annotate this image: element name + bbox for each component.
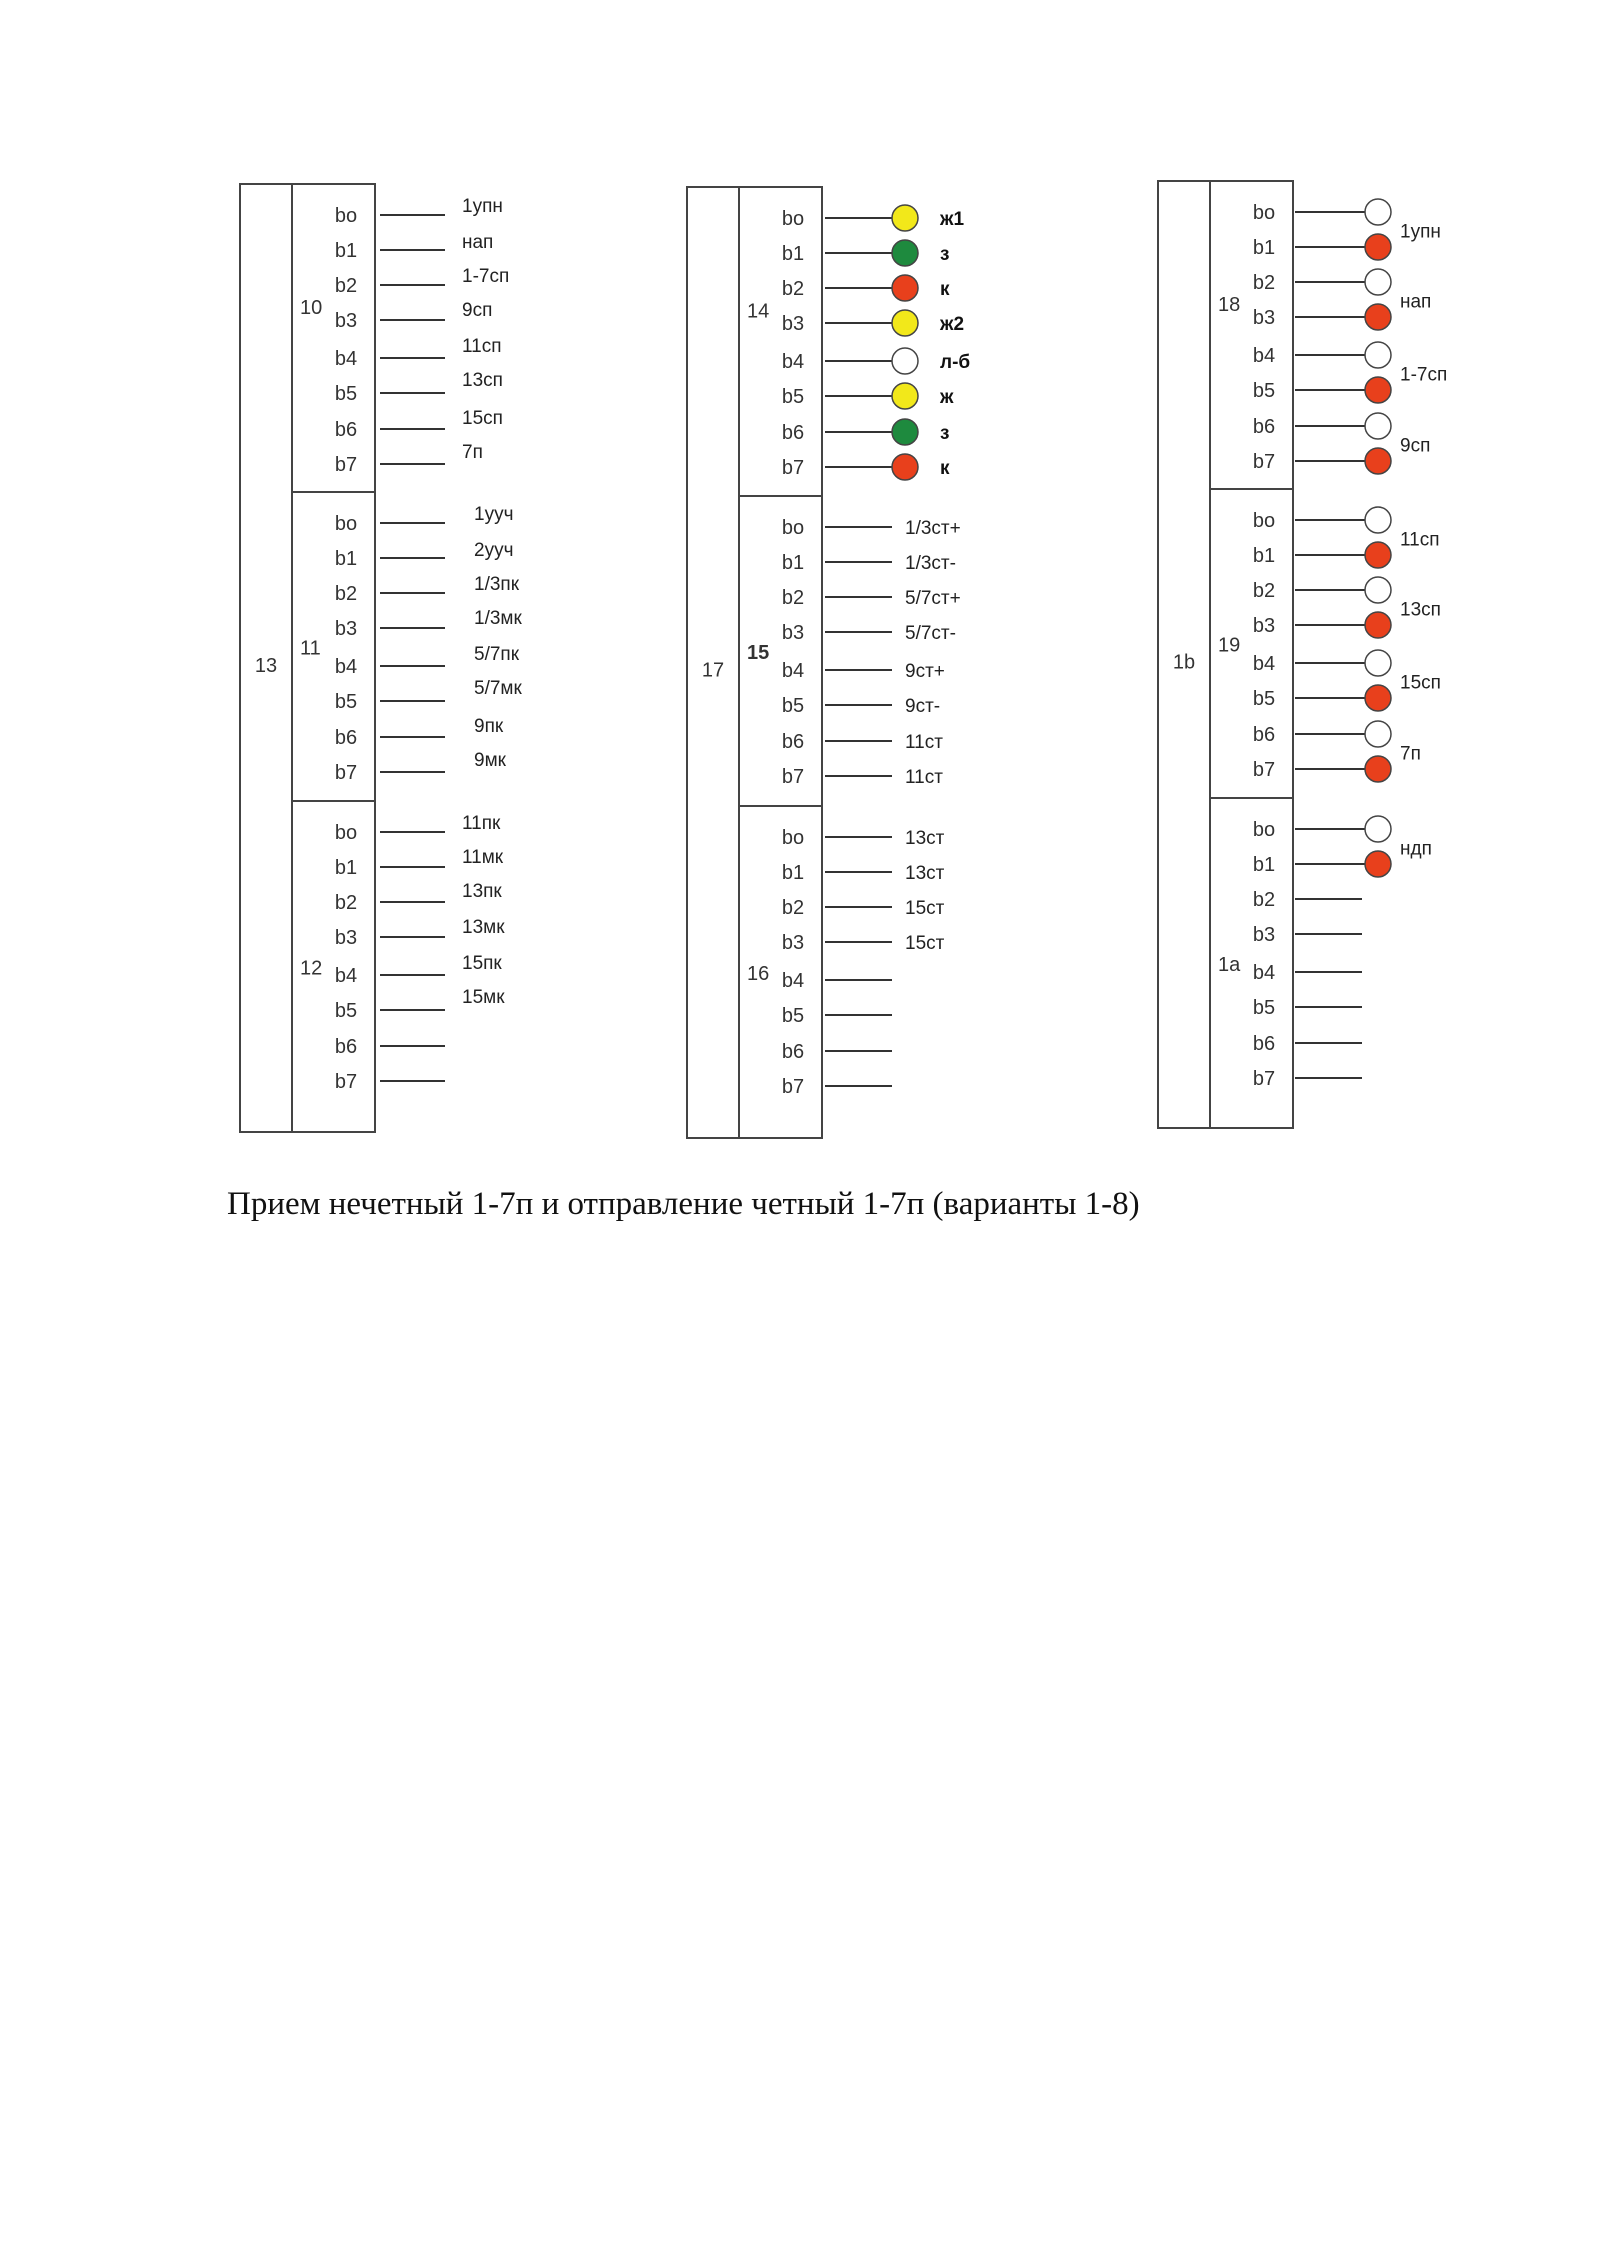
signal-label: 1/3ст- xyxy=(905,553,956,574)
signal-label: 15сп xyxy=(1400,672,1441,694)
relay-column-3 xyxy=(1158,181,1447,1128)
bit-label: bo xyxy=(1252,202,1276,224)
bit-label: b5 xyxy=(1252,380,1276,402)
figure-caption: Прием нечетный 1-7п и отправление четный 1-7п (варианты 1-8) xyxy=(227,1186,1140,1222)
signal-label: 11пк xyxy=(462,813,501,834)
bit-label: b5 xyxy=(781,386,805,408)
bit-label: b4 xyxy=(781,970,805,992)
bit-label: b1 xyxy=(334,857,358,879)
indicator-lamp-off xyxy=(1365,269,1391,295)
bit-label: b3 xyxy=(781,313,805,335)
block-label: 18 xyxy=(1218,294,1241,316)
signal-label: 1ууч xyxy=(474,504,514,525)
bit-label: b4 xyxy=(781,351,805,373)
block-16 xyxy=(747,827,945,1098)
bit-label: b4 xyxy=(1252,962,1276,984)
indicator-lamp-red xyxy=(1365,756,1391,782)
indicator-lamp-off xyxy=(1365,650,1391,676)
bit-label: bo xyxy=(781,208,805,230)
indicator-lamp-green xyxy=(892,240,918,266)
bit-label: b3 xyxy=(781,622,805,644)
signal-label: 15ст xyxy=(905,898,945,919)
bit-label: bo xyxy=(781,827,805,849)
signal-label: 15ст xyxy=(905,933,945,954)
signal-label: 13мк xyxy=(462,917,505,938)
signal-label: ж xyxy=(940,387,954,408)
block-label: 1a xyxy=(1218,954,1241,976)
signal-label: нап xyxy=(1400,291,1432,313)
signal-label: з xyxy=(940,423,950,444)
indicator-lamp-off xyxy=(1365,342,1391,368)
signal-label: 9мк xyxy=(474,750,506,771)
signal-label: 13ст xyxy=(905,863,945,884)
bit-label: b3 xyxy=(334,310,358,332)
signal-label: 9ст- xyxy=(905,696,941,717)
bit-label: b7 xyxy=(781,457,805,479)
bit-label: b4 xyxy=(334,656,358,678)
bit-label: b4 xyxy=(1252,653,1276,675)
signal-label: 11сп xyxy=(1400,529,1440,551)
bit-label: b3 xyxy=(1252,615,1276,637)
outer-label: 13 xyxy=(254,655,278,677)
bit-label: b1 xyxy=(781,862,805,884)
relay-column-2 xyxy=(687,187,970,1138)
signal-label: 9ст+ xyxy=(905,661,945,682)
bit-label: b7 xyxy=(334,454,358,476)
signal-label: 9пк xyxy=(474,716,504,737)
indicator-lamp-red xyxy=(1365,448,1391,474)
block-14 xyxy=(747,205,970,480)
block-15 xyxy=(747,517,961,788)
bit-label: b7 xyxy=(1252,759,1276,781)
bit-label: b7 xyxy=(1252,1068,1276,1090)
bit-label: b1 xyxy=(781,243,805,265)
bit-label: bo xyxy=(781,517,805,539)
indicator-lamp-off xyxy=(1365,577,1391,603)
signal-label: ж1 xyxy=(940,209,965,230)
relay-column-1 xyxy=(240,184,522,1132)
indicator-lamp-green xyxy=(892,419,918,445)
bit-label: b3 xyxy=(781,932,805,954)
signal-label: 15пк xyxy=(462,953,502,974)
bit-label: b6 xyxy=(781,422,805,444)
bit-label: b1 xyxy=(1252,545,1276,567)
bit-label: b6 xyxy=(1252,416,1276,438)
signal-label: 11ст xyxy=(905,732,943,753)
indicator-lamp-off xyxy=(1365,721,1391,747)
bit-label: b4 xyxy=(1252,345,1276,367)
indicator-lamp-off xyxy=(892,348,918,374)
bit-label: b6 xyxy=(334,419,358,441)
bit-label: b2 xyxy=(1252,889,1276,911)
bit-label: b1 xyxy=(781,552,805,574)
bit-label: b2 xyxy=(781,587,805,609)
bit-label: b7 xyxy=(781,766,805,788)
indicator-lamp-red xyxy=(1365,685,1391,711)
signal-label: 1упн xyxy=(462,196,503,217)
signal-label: 1/3пк xyxy=(474,574,520,595)
indicator-lamp-red xyxy=(1365,542,1391,568)
bit-label: b5 xyxy=(334,383,358,405)
signal-label: 1-7сп xyxy=(1400,364,1448,386)
signal-label: 9сп xyxy=(1400,435,1431,457)
signal-label: 13сп xyxy=(462,370,503,391)
block-12 xyxy=(300,813,505,1093)
bit-label: b6 xyxy=(1252,724,1276,746)
bit-label: bo xyxy=(334,205,358,227)
bit-label: b3 xyxy=(1252,924,1276,946)
bit-label: b1 xyxy=(1252,854,1276,876)
bit-label: b1 xyxy=(334,240,358,262)
signal-label: 11мк xyxy=(462,847,504,868)
block-19 xyxy=(1218,507,1441,782)
bit-label: b5 xyxy=(1252,997,1276,1019)
bit-label: b1 xyxy=(334,548,358,570)
bit-label: b7 xyxy=(334,762,358,784)
signal-label: 5/7ст+ xyxy=(905,588,961,609)
bit-label: b6 xyxy=(781,731,805,753)
signal-label: 13сп xyxy=(1400,599,1441,621)
bit-label: b5 xyxy=(1252,688,1276,710)
indicator-lamp-red xyxy=(1365,304,1391,330)
outer-label: 1b xyxy=(1172,651,1196,674)
indicator-lamp-off xyxy=(1365,413,1391,439)
bit-label: b2 xyxy=(1252,580,1276,602)
block-label: 10 xyxy=(300,297,323,319)
signal-label: к xyxy=(940,279,950,300)
bit-label: b2 xyxy=(334,275,358,297)
bit-label: b4 xyxy=(334,348,358,370)
indicator-lamp-off xyxy=(1365,199,1391,225)
bit-label: b2 xyxy=(334,892,358,914)
outer-label: 17 xyxy=(701,659,725,682)
signal-label: 11ст xyxy=(905,767,943,788)
bit-label: b7 xyxy=(1252,451,1276,473)
signal-label: 5/7пк xyxy=(474,644,520,665)
block-1a xyxy=(1218,816,1432,1090)
indicator-lamp-yellow xyxy=(892,383,918,409)
bit-label: b1 xyxy=(1252,237,1276,259)
bit-label: b2 xyxy=(781,897,805,919)
bit-label: b7 xyxy=(334,1071,358,1093)
indicator-lamp-yellow xyxy=(892,310,918,336)
signal-label: 15мк xyxy=(462,987,505,1008)
bit-label: bo xyxy=(334,822,358,844)
indicator-lamp-off xyxy=(1365,507,1391,533)
bit-label: b2 xyxy=(781,278,805,300)
bit-label: b4 xyxy=(334,965,358,987)
bit-label: b4 xyxy=(781,660,805,682)
bit-label: b6 xyxy=(334,727,358,749)
signal-label: 1-7сп xyxy=(462,266,510,287)
indicator-lamp-red xyxy=(892,454,918,480)
signal-label: 7п xyxy=(462,442,483,463)
block-10 xyxy=(300,196,509,476)
bit-label: bo xyxy=(334,513,358,535)
bit-label: b6 xyxy=(1252,1033,1276,1055)
indicator-lamp-red xyxy=(1365,851,1391,877)
signal-label: 1упн xyxy=(1400,221,1441,243)
bit-label: b5 xyxy=(781,695,805,717)
signal-label: 1/3ст+ xyxy=(905,518,961,539)
indicator-lamp-red xyxy=(1365,234,1391,260)
signal-label: 13пк xyxy=(462,881,502,902)
signal-label: 5/7мк xyxy=(474,678,522,699)
bit-label: b3 xyxy=(1252,307,1276,329)
bit-label: b6 xyxy=(334,1036,358,1058)
signal-label: 15сп xyxy=(462,408,503,429)
bit-label: b5 xyxy=(334,691,358,713)
block-label: 11 xyxy=(300,637,321,660)
signal-label: к xyxy=(940,458,950,479)
signal-label: ндп xyxy=(1400,838,1432,860)
signal-label: 9сп xyxy=(462,300,493,321)
bit-label: b5 xyxy=(781,1005,805,1027)
block-label: 15 xyxy=(747,642,770,664)
signal-label: 13ст xyxy=(905,828,945,849)
signal-label: ж2 xyxy=(940,314,965,335)
bit-label: b5 xyxy=(334,1000,358,1022)
bit-label: b2 xyxy=(1252,272,1276,294)
block-11 xyxy=(300,504,522,784)
signal-label: 1/3мк xyxy=(474,608,522,629)
signal-label: нап xyxy=(462,232,494,253)
bit-label: b2 xyxy=(334,583,358,605)
bit-label: bo xyxy=(1252,819,1276,841)
bit-label: bo xyxy=(1252,510,1276,532)
bit-label: b7 xyxy=(781,1076,805,1098)
bit-label: b6 xyxy=(781,1041,805,1063)
indicator-lamp-red xyxy=(1365,377,1391,403)
bit-label: b3 xyxy=(334,927,358,949)
block-label: 12 xyxy=(300,957,323,980)
block-label: 16 xyxy=(747,963,770,985)
signal-label: з xyxy=(940,244,950,265)
signal-label: 2ууч xyxy=(474,540,514,561)
signal-label: 7п xyxy=(1400,743,1421,765)
block-label: 14 xyxy=(747,300,770,323)
signal-label: 11сп xyxy=(462,336,502,357)
bit-label: b3 xyxy=(334,618,358,640)
signal-label: л-б xyxy=(940,352,971,373)
indicator-lamp-yellow xyxy=(892,205,918,231)
signal-label: 5/7ст- xyxy=(905,623,956,644)
indicator-lamp-red xyxy=(1365,612,1391,638)
indicator-lamp-red xyxy=(892,275,918,301)
indicator-lamp-off xyxy=(1365,816,1391,842)
block-label: 19 xyxy=(1218,634,1241,657)
block-18 xyxy=(1218,199,1447,474)
